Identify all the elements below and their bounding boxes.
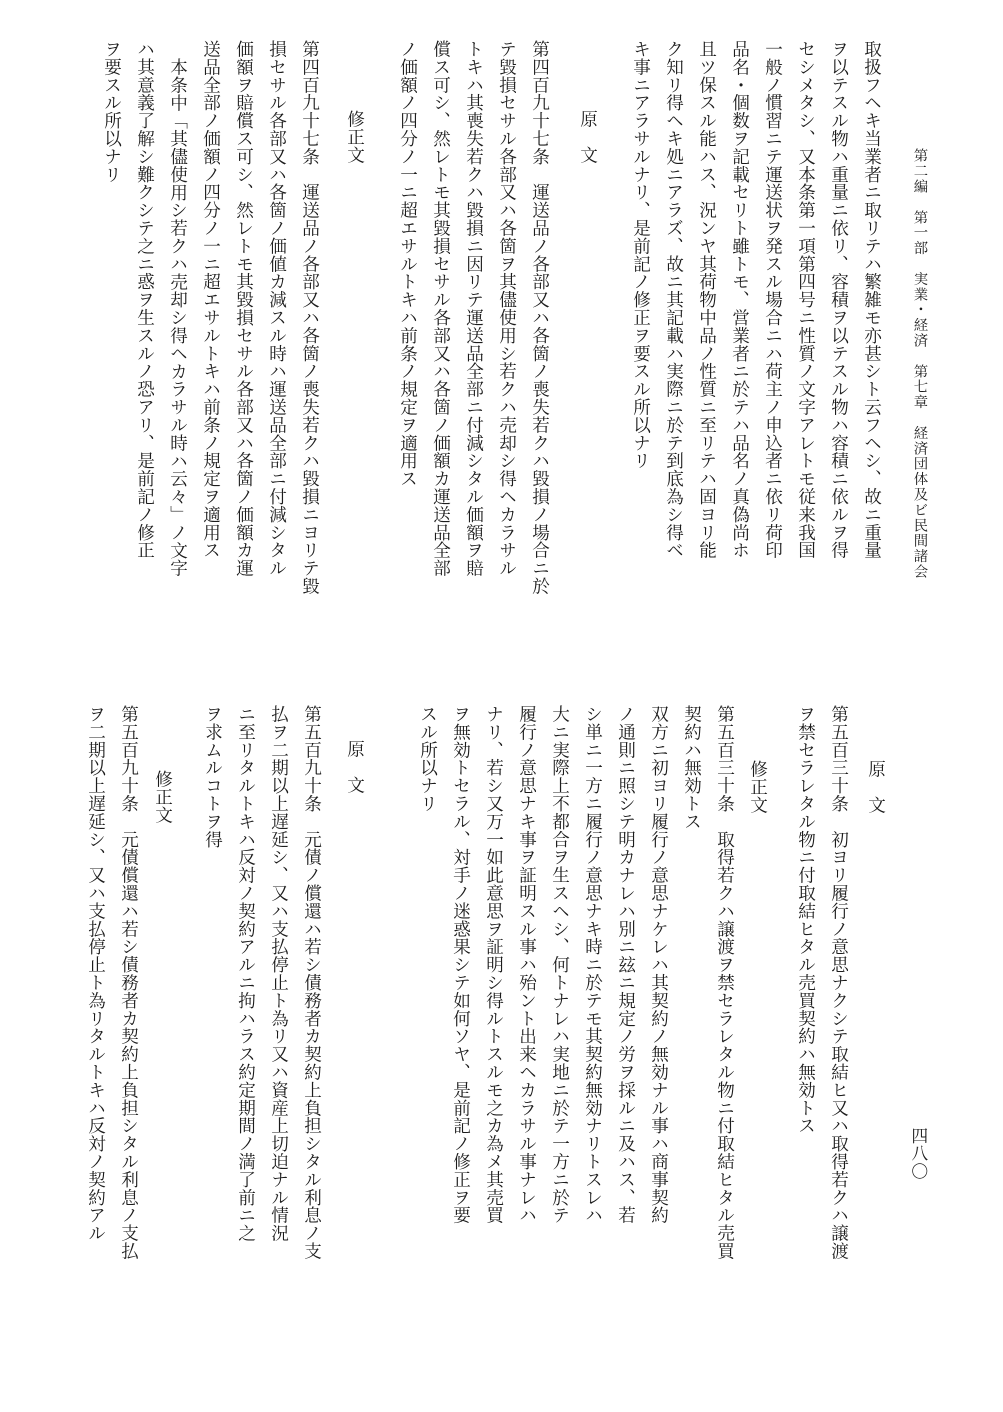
article-530-commentary-line: 双方ニ初ヨリ履行ノ意思ナケレハ其契約ノ無効ナル事ハ商事契約: [648, 705, 669, 1225]
page-number: 四八〇: [908, 1127, 929, 1181]
article-530-original-line: 第五百三十条 初ヨリ履行ノ意思ナクシテ取結ヒ又ハ取得若クハ譲渡: [828, 705, 849, 1260]
upper-paragraph-line: 品名・個数ヲ記載セリト雖トモ、営業者ニ於テハ品名ノ真偽尚ホ: [729, 40, 750, 560]
article-590-original-line: ニ至リタルトキハ反対ノ契約アルニ拘ハラス約定期間ノ満了前ニ之: [235, 705, 256, 1242]
article-497-revised-line: 送品全部ノ価額ノ四分ノ一ニ超エサルトキハ前条ノ規定ヲ適用ス: [200, 40, 221, 560]
upper-commentary-line: 本条中「其儘使用シ若クハ売却シ得ヘカラサル時ハ云々」ノ文字: [167, 58, 188, 578]
article-530-commentary-line: シ単ニ一方ニ履行ノ意思ナキ時ニ於テモ其契約無効ナリトスレハ: [582, 705, 603, 1225]
section-heading-revised: 修正文: [152, 770, 173, 824]
upper-paragraph-line: 且ツ保スル能ハス、況ンヤ其荷物中品ノ性質ニ至リテハ固ヨリ能: [696, 40, 717, 560]
article-530-commentary-line: ナリ、若シ又万一如此意思ヲ証明シ得ルトスルモ之カ為メ其売買: [483, 705, 504, 1225]
upper-paragraph-line: セシメタシ、又本条第一項第四号ニ性質ノ文字アレトモ従来我国: [795, 40, 816, 560]
article-590-original-line: 第五百九十条 元債ノ償還ハ若シ債務者カ契約上負担シタル利息ノ支: [301, 705, 322, 1260]
article-530-commentary-line: 大ニ実際上不都合ヲ生スヘシ、何トナレハ実地ニ於テ一方ニ於テ: [549, 705, 570, 1225]
article-530-commentary-line: 履行ノ意思ナキ事ヲ証明スル事ハ殆ント出来ヘカラサル事ナレハ: [516, 705, 537, 1225]
article-530-commentary-line: スル所以ナリ: [417, 705, 438, 813]
section-heading-original: 原 文: [344, 740, 365, 794]
article-530-revised-line: 第五百三十条 取得若クハ譲渡ヲ禁セラレタル物ニ付取結ヒタル売買: [714, 705, 735, 1260]
upper-commentary-line: ハ其意義了解シ難クシテ之ニ惑ヲ生スルノ恐アリ、是前記ノ修正: [134, 40, 155, 560]
article-497-original-line: テ毀損セサル各部又ハ各箇ヲ其儘使用シ若クハ売却シ得ヘカラサル: [496, 40, 517, 577]
article-497-revised-line: 価額ヲ賠償ス可シ、然レトモ其毀損セサル各部又ハ各箇ノ価額カ運: [233, 40, 254, 577]
article-497-revised-line: 損セサル各部又ハ各箇ノ価値カ減スル時ハ運送品全部ニ付減シタル: [266, 40, 287, 577]
article-497-original-line: ノ価額ノ四分ノ一ニ超エサルトキハ前条ノ規定ヲ適用ス: [397, 40, 418, 488]
article-530-commentary-line: ヲ無効トセラル、対手ノ迷惑果シテ如何ソヤ、是前記ノ修正ヲ要: [450, 705, 471, 1225]
article-497-original-line: 償ス可シ、然レトモ其毀損セサル各部又ハ各箇ノ価額カ運送品全部: [430, 40, 451, 577]
upper-paragraph-line: キ事ニアラサルナリ、是前記ノ修正ヲ要スル所以ナリ: [630, 40, 651, 470]
section-heading-revised: 修正文: [344, 110, 365, 164]
article-530-original-line: ヲ禁セラレタル物ニ付取結ヒタル売買契約ハ無効トス: [795, 705, 816, 1135]
article-530-commentary-line: ノ通則ニ照シテ明カナレハ別ニ玆ニ規定ノ労ヲ採ルニ及ハス、若: [615, 705, 636, 1225]
running-head: 第二編 第一部 実業・経済 第七章 経済団体及ビ民間諸会: [911, 148, 928, 580]
article-590-original-line: 払ヲ二期以上遅延シ、又ハ支払停止ト為リ又ハ資産上切迫ナル情況: [268, 705, 289, 1242]
upper-paragraph-line: ヲ以テスル物ハ重量ニ依リ、容積ヲ以テスル物ハ容積ニ依ルヲ得: [828, 40, 849, 560]
article-590-revised-line: 第五百九十条 元債償還ハ若シ債務者カ契約上負担シタル利息ノ支払: [118, 705, 139, 1260]
upper-paragraph-line: 一般ノ慣習ニテ運送状ヲ発スル場合ニハ荷主ノ申込者ニ依リ荷印: [762, 40, 783, 560]
article-497-revised-line: 第四百九十七条 運送品ノ各部又ハ各箇ノ喪失若クハ毀損ニヨリテ毀: [299, 40, 320, 595]
article-530-revised-line: 契約ハ無効トス: [681, 705, 702, 831]
upper-paragraph-line: ク知リ得ヘキ処ニアラズ、故ニ其記載ハ実際ニ於テ到底為シ得ベ: [663, 40, 684, 560]
upper-paragraph-line: 取扱フヘキ当業者ニ取リテハ繁雑モ亦甚シト云フヘシ、故ニ重量: [861, 40, 882, 560]
section-heading-original: 原 文: [865, 760, 886, 814]
article-497-original-line: トキハ其喪失若クハ毀損ニ因リテ運送品全部ニ付減シタル価額ヲ賠: [463, 40, 484, 577]
article-497-original-line: 第四百九十七条 運送品ノ各部又ハ各箇ノ喪失若クハ毀損ノ場合ニ於: [529, 40, 550, 595]
section-heading-original: 原 文: [577, 110, 598, 164]
article-590-revised-line: ヲ二期以上遅延シ、又ハ支払停止ト為リタルトキハ反対ノ契約アル: [85, 705, 106, 1242]
section-heading-revised: 修正文: [747, 760, 768, 814]
article-590-original-line: ヲ求ムルコトヲ得: [202, 705, 223, 849]
upper-commentary-line: ヲ要スル所以ナリ: [101, 40, 122, 184]
